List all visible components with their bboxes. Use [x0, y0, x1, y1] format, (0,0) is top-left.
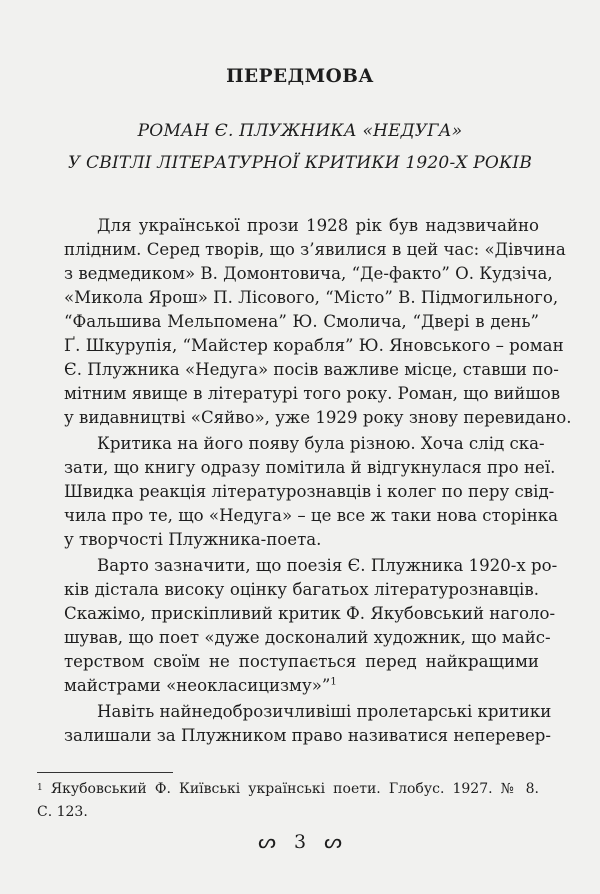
- body-line: Скажімо, прискіпливий критик Ф. Якубовський наголо-: [64, 604, 556, 623]
- page-heading: ПЕРЕДМОВА: [226, 66, 374, 87]
- body-line: зати, що книгу одразу помітила й відгукнулася про неї.: [64, 458, 556, 477]
- footnote-line-2: С. 123.: [37, 804, 88, 820]
- body-line: з ведмедиком» В. Домонтовича, “Де-факто” О. Кудзіча,: [64, 264, 553, 283]
- subtitle-line-2: У СВІТЛІ ЛІТЕРАТУРНОЇ КРИТИКИ 1920-Х РОКІВ: [67, 153, 533, 173]
- body-line: Варто зазначити, що поезія Є. Плужника 1920-х ро-: [97, 556, 558, 575]
- body-line: у видавництві «Сяйво», уже 1929 року знову перевидано.: [64, 408, 572, 427]
- subtitle-line-1: РОМАН Є. ПЛУЖНИКА «НЕДУГА»: [137, 121, 463, 141]
- footnote-line-1: [37, 779, 539, 799]
- body-line: Для української прози 1928 рік був надзвичайно: [97, 216, 539, 235]
- footnote-divider: [37, 772, 173, 773]
- ornament-left-icon: ᔕ: [258, 829, 276, 853]
- body-line: у творчості Плужника-поета.: [64, 530, 322, 549]
- body-line: чила про те, що «Недуга» – це все ж таки нова сторінка: [64, 506, 559, 525]
- page-number: 3: [293, 831, 307, 853]
- body-line: мітним явище в літературі того року. Роман, що вийшов: [64, 384, 561, 403]
- body-line: Критика на його появу була різною. Хоча слід ска-: [97, 434, 545, 453]
- body-line: залишали за Плужником право називатися неперевер-: [64, 726, 552, 745]
- footnote-number: 1: [37, 783, 43, 793]
- ornament-right-icon: ᔕ: [324, 829, 342, 853]
- body-line: терством своїм не поступається перед найкращими: [64, 652, 539, 671]
- body-line: Швидка реакція літературознавців і колег по перу свід-: [64, 482, 555, 501]
- body-line: Ґ. Шкурупія, “Майстер корабля” Ю. Яновського – роман: [64, 336, 564, 355]
- body-line: «Микола Ярош» П. Лісового, “Місто” В. Підмогильного,: [64, 288, 559, 307]
- body-line: ків дістала високу оцінку багатьох літературознавців.: [64, 580, 539, 599]
- body-line: “Фальшива Мельпомена” Ю. Смолича, “Двері в день”: [64, 312, 539, 331]
- body-line: шував, що поет «дуже досконалий художник, що майс-: [64, 628, 551, 647]
- page-footer: [0, 829, 600, 853]
- footnote-reference[interactable]: 1: [330, 676, 337, 688]
- body-line: Навіть найнедоброзичливіші пролетарські критики: [97, 702, 552, 721]
- footnote-text-1: Якубовський Ф. Київські українські поети. Глобус. 1927. № 8.: [50, 781, 539, 797]
- body-line: Є. Плужника «Недуга» посів важливе місце, ставши по-: [64, 360, 559, 379]
- body-line-text: майстрами «неокласицизму»”: [64, 676, 331, 695]
- body-line: плідним. Серед творів, що з’явилися в цей час: «Дівчина: [64, 240, 566, 259]
- body-line-with-footnote: [64, 675, 539, 697]
